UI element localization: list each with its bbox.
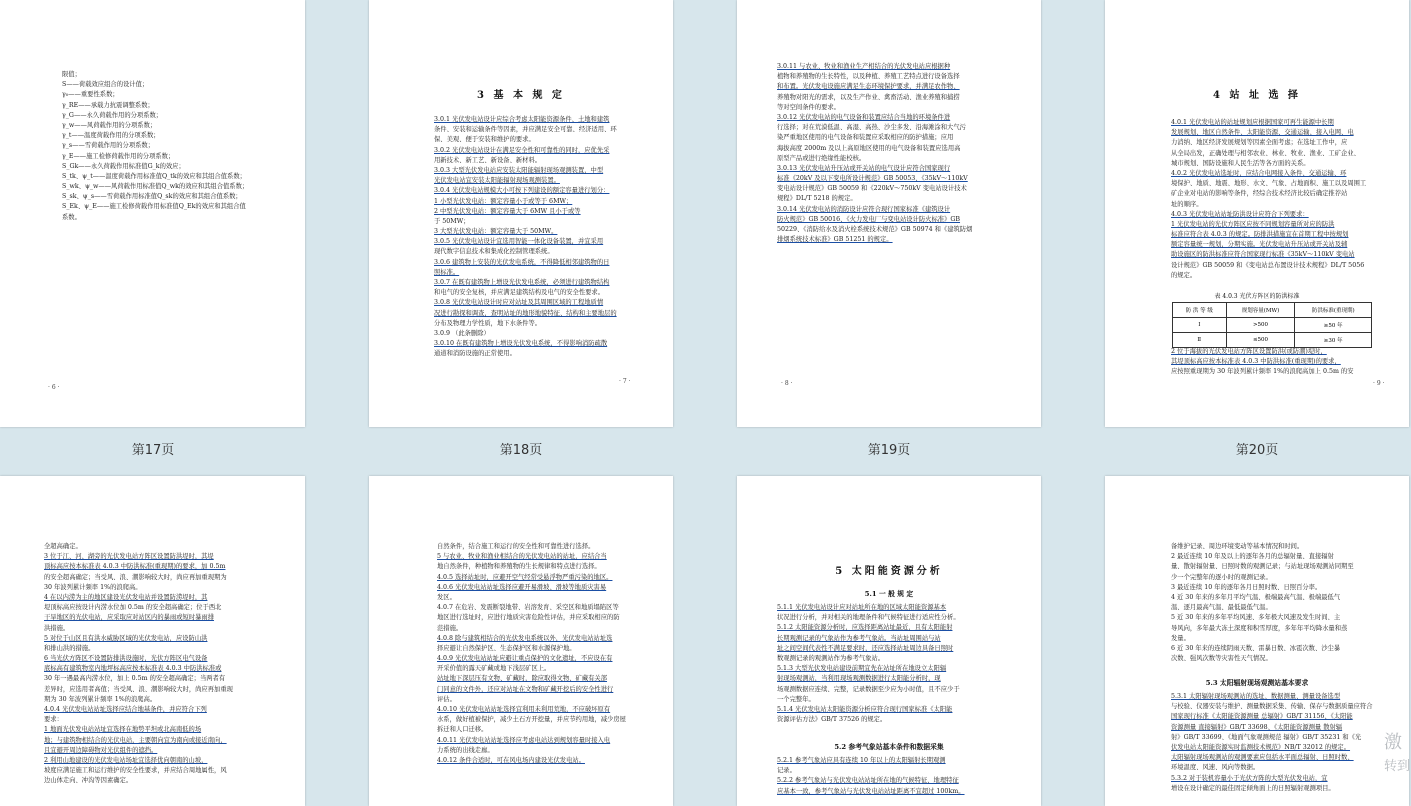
text-line: 自然条件，结合施工和运行的安全性和可靠性进行选择。 — [437, 543, 595, 550]
text-line: γ_s——雪荷载作用的分项系数； — [62, 142, 155, 150]
text-line: 5.1.3 大型光伏发电站建设前期宜先在站址所在地设立太阳辐 — [777, 665, 947, 673]
text-line: 从全局出发，正确处理与相邻农业、林业、牧业、渔业、工矿企业、 — [1171, 149, 1360, 157]
page-thumbnail-19[interactable] — [737, 0, 1041, 427]
text-line: 应按照重现期为 30 年波列累计频率 1%的浪爬高加上 0.5m 的安 — [1171, 368, 1354, 376]
text-line: 水系，做好植被保护，减少土石方开挖量，并应节约用地，减少房屋 — [437, 716, 626, 724]
text-line: 记录。 — [777, 767, 796, 775]
text-line: 数观测记录的观测站作为参考气象站。 — [777, 654, 885, 662]
text-line: 4.0.8 除与建筑相结合的光伏发电系统以外，光伏发电站站址选 — [437, 634, 613, 642]
text-line: γ_G——永久荷载作用的分项系数； — [62, 111, 163, 119]
text-line: 3 位于江、河、湖旁的光伏发电站方阵区设置防洪堤时，其堤 — [44, 553, 214, 561]
text-line: 环境温度、风速、风向等数据。 — [1171, 764, 1260, 772]
text-line: 海拔高度 2000m 及以上高原地区使用的电气设备和装置应选用高 — [777, 144, 961, 152]
text-line: 的安全超高确定；当受风、浪、潮影响较大时，尚应再加重现期为 — [44, 573, 227, 581]
text-line: 发量。 — [1171, 634, 1190, 642]
section-title: 5.2 参考气象站基本条件和数据采集 — [834, 743, 944, 751]
text-line: γ_RE——承载力抗震调整系数； — [62, 101, 154, 109]
text-line: 6 当光伏方阵区不设置防排洪设施时，光伏方阵区电气设备 — [44, 655, 208, 663]
text-line: 和电气的安全复核，并应满足建筑结构及电气的安全性要求。 — [434, 289, 605, 297]
text-line: 全超高确定。 — [44, 543, 82, 550]
text-line: 和布置。光伏发电设施应满足生态环境保护要求，并满足农作物、 — [777, 83, 960, 91]
text-line: 堤顶标高应按设计内涝水位加 0.5m 的安全超高确定；位于西北 — [44, 604, 222, 612]
text-line: 3.0.14 光伏发电站的消防设计应符合现行国家标准《建筑设计 — [777, 205, 951, 213]
text-line: 开采价值的露天矿藏或地下浅层矿区上。 — [437, 665, 551, 673]
text-line: 3.0.6 建筑物上安装的光伏发电系统，不得降低相邻建筑物的日 — [434, 258, 610, 266]
text-line: 3.0.10 在既有建筑物上增设光伏发电系统，不得影响消防疏散 — [434, 340, 608, 348]
page-caption-17[interactable]: 第17页 — [131, 443, 175, 458]
text-line: 30 年一遇最高内涝水位，加上 0.5m 的安全超高确定；当两者有 — [44, 675, 226, 683]
text-line: 5.3.1 太阳辐射现场观测站的选址、数据测量、测量设备选型 — [1171, 693, 1341, 700]
text-line: 限值； — [62, 71, 81, 78]
page-caption-18[interactable]: 第18页 — [499, 443, 543, 458]
text-line: 国家现行标准《太阳能资源测量 总辐射》GB/T 31156、《太阳能 — [1171, 713, 1353, 721]
page-thumbnail-22[interactable] — [369, 476, 673, 806]
text-line: 5.1.1 光伏发电站设计应对站址所在地的区域太阳能资源基本 — [777, 604, 947, 611]
text-line: 且宜避开周边障碍物对光伏组件的遮挡。 — [44, 746, 158, 754]
text-line: 排烟系统技术标准》GB 51251 的规定。 — [777, 236, 893, 244]
page-caption-19[interactable]: 第19页 — [867, 443, 911, 458]
text-line: 变电站设计规范》GB 50059 和《220kV～750kV 变电站设计技术 — [777, 185, 967, 193]
text-line: 5.1.2 太阳能资源分析时，应选择距离站址最近，且有太阳能射 — [777, 624, 953, 632]
text-line: 评估。 — [437, 695, 456, 703]
text-line: 状况进行分析，并对相关的地理条件和气候特征进行适应性分析。 — [777, 614, 960, 622]
text-line: 资源评估方法》GB/T 37526 的规定。 — [777, 716, 887, 724]
text-line: 站址地下深层压有文物、矿藏时，除应取得文物、矿藏有关部 — [437, 675, 608, 683]
text-line: 少一个完整年的逐小时的观测记录。 — [1171, 573, 1272, 581]
chapter-title: 3 基 本 规 定 — [477, 90, 565, 101]
text-line: 择应避让自然保护区、生态保护区和水源保护地。 — [437, 644, 576, 652]
text-line: 境保护、地质、地震、地形、水文、气象、占地面积、施工以及周围工 — [1171, 180, 1367, 188]
text-line: 3.0.9 （此条删除） — [434, 329, 490, 337]
page-20-text-bottom — [1171, 347, 1403, 378]
page-23-text-2 — [777, 756, 1029, 797]
text-line: 地；与建筑物相结合的光伏电站，主要朝向宜为南向或接近南向， — [44, 736, 227, 744]
text-line: 与校验、仪器安装与维护、测量数据采集、传输、保存与数据质量应符合 — [1171, 703, 1373, 711]
text-line: 底标高有建筑物室内地坪标高应按本标准表 4.0.3 中防洪标准或 — [44, 665, 222, 673]
text-line: 发区。 — [437, 593, 456, 601]
text-line: 太阳辐射现场观测站的观测要素应包括水平面总辐射、日照时数、 — [1171, 754, 1354, 762]
text-line: 4.0.5 选择站址时，应避开空气经常受悬浮物严重污染的地区。 — [437, 573, 613, 581]
text-line: 3.0.4 光伏发电站规模大小可按下列建设的额定容量进行划分： — [434, 187, 610, 195]
section-title: 5.1 一 般 规 定 — [864, 590, 914, 598]
text-line: 址之间空间代表性不满足要求时，还应选择站址周边具备日照时 — [777, 644, 954, 652]
text-line: 5.2.2 参考气象站与光伏发电站站址所在地的气候特征、地理特征 — [777, 777, 959, 785]
text-line: 3.0.8 光伏发电站设计时应对站址及其周围区域的工程地质情 — [434, 299, 604, 307]
text-line: 坡度应满足施工和运行维护的安全性要求，并应结合周地属性，风 — [44, 767, 227, 775]
page-17-text — [62, 70, 292, 223]
page-number: · 8 · — [781, 380, 793, 387]
text-line: 5 近 30 年来的多年平均风速、多年极大风速及发生时间、主 — [1171, 614, 1341, 622]
text-line: 6 近 30 年来的连续阴雨天数、雷暴日数、冰雹次数、沙尘暴 — [1171, 644, 1341, 652]
section-title: 5.3 太阳辐射现场观测站基本要求 — [1205, 679, 1309, 687]
text-line: 助设施区的防洪标准应符合国家现行标准《35kV～110kV 变电站 — [1171, 251, 1355, 259]
text-line: 于 50MW； — [434, 217, 470, 225]
text-line: 和排山洪的措施。 — [44, 644, 95, 652]
text-line: 2 最近连续 10 年及以上的逐年各月的总辐射量、直接辐射 — [1171, 553, 1334, 561]
page-number: · 9 · — [1373, 380, 1385, 387]
text-line: 4.0.7 在危岩、发震断裂地带、岩溶发育、采空区和地质塌陷区等 — [437, 604, 619, 612]
text-line: 增设在设计确定的最佳固定倾角面上的日照辐射观测项目。 — [1171, 784, 1335, 792]
text-line: γ_t——温度荷载作用的分项系数； — [62, 132, 160, 140]
text-line: 分布及物理力学性质，地下水条件等。 — [434, 319, 542, 327]
text-line: 3.0.13 光伏发电站升压站或开关站的电气设计应符合国家现行 — [777, 164, 951, 172]
table-row: Ⅰ >500 ≥50 年 — [1173, 318, 1372, 333]
text-line: S_Ek、ψ_E——施工检修荷载作用标准值Q_Ek的效应和其组合值 — [62, 203, 246, 211]
text-line: 要求： — [44, 716, 63, 724]
page-caption-20[interactable]: 第20页 — [1235, 443, 1279, 458]
text-line: 应基本一致，参考气象站与光伏发电站站址距离不宜超过 100km。 — [777, 787, 965, 795]
text-line: 干旱地区的光伏电站，应采取应对站区内的暴雨或短时暴雨排 — [44, 614, 215, 622]
watermark-text: 激 — [1384, 732, 1402, 753]
text-line: 期为 30 年波列累计频率 1%的浪爬高。 — [44, 695, 157, 703]
text-line: 2 利用山地建设的光伏发电站场址宜选择优向朝南的山坡， — [44, 756, 208, 764]
page-19-text — [777, 62, 1027, 245]
text-line: 3 最近连续 10 年的逐年各月日照时数、日照百分率。 — [1171, 583, 1322, 591]
text-line: 温、逐月最高气温、最低最低气温。 — [1171, 604, 1272, 612]
text-line: 矿企业对电站的影响等条件，经综合技术经济比较后确定推荐站 — [1171, 190, 1348, 198]
text-line: 门同意的文件外，还应对站址在文物和矿藏开挖后的安全性进行 — [437, 685, 614, 693]
table-row: Ⅱ ≤500 ≥30 年 — [1173, 333, 1372, 348]
text-line: 5 与农业、牧业和渔业相结合的光伏发电站的站址，应结合当 — [437, 553, 607, 561]
text-line: 3.0.12 光伏发电站的电气设备和装置应结合当地的环境条件进 — [777, 113, 951, 121]
text-line: 一个完整年。 — [777, 695, 815, 703]
chapter-title: 5 太阳能资源分析 — [835, 566, 943, 577]
text-line: 况进行勘探和调查，查明站址的地形地貌特征、结构和主要地层的 — [434, 309, 617, 317]
text-line: 4.0.10 光伏发电站站址选择宜利用未利用荒地，不应破坏原有 — [437, 706, 611, 713]
text-line: 2 位于海拔的光伏发电站方阵区设置防洪(或防潮)堤时， — [1171, 348, 1327, 355]
text-line: 4.0.1 光伏发电站的站址规划应根据国家可再生能源中长期 — [1171, 119, 1334, 126]
text-line: 4.0.2 光伏发电站选址时，应结合电网接入条件、交通运输、环 — [1171, 169, 1347, 177]
text-line: 染严重地区使用的电气设备和装置应采取相应的防护措施；应用 — [777, 134, 954, 142]
text-line: 力系统的出线走廊。 — [437, 746, 494, 754]
text-line: 5.3.2 对于装机容量小于光伏方阵的大型光伏发电站，宜 — [1171, 774, 1328, 782]
page-18-text — [434, 115, 666, 360]
flood-standard-table — [1172, 302, 1372, 348]
text-line: 3.0.1 光伏发电站设计应综合考虑太阳能资源条件、土地和建筑 — [434, 116, 610, 123]
page-thumbnail-18[interactable] — [369, 0, 673, 427]
text-line: 现代数字信息技术和集成化控制管理系统。 — [434, 248, 554, 256]
text-line: 射现场观测站，当利用现场观测数据进行太阳能分析时，现 — [777, 675, 941, 683]
text-line: S_tk、ψ_t——温度荷载作用标准值Q_tk的效应和其组合值系数； — [62, 172, 246, 180]
text-line: 地自然条件，种植物和养殖物的生长规律和特点进行选择。 — [437, 563, 601, 571]
text-line: 伏发电站太阳能资源实时监测技术规范》NB/T 32012 的规定。 — [1171, 743, 1351, 751]
text-line: 1 地面光伏发电站站址宜选择在地势平坦或北高南低的场 — [44, 726, 202, 734]
text-line: 防火规范》GB 50016、《火力发电厂与变电站设计防火标准》GB — [777, 215, 961, 223]
page-number: · 6 · — [48, 384, 60, 391]
page-23-text-1 — [777, 603, 1029, 725]
text-line: 4.0.11 光伏发电站站址选择应考虑电站达到规划容量时接入电 — [437, 736, 611, 744]
text-line: 原型产品或进行绝缘性能校核。 — [777, 154, 866, 162]
text-line: 条件、安装和运输条件等因素，并应满足安全可靠、经济适用、环 — [434, 126, 617, 134]
text-line: S_Gk——永久荷载作用标准值G_k的效应； — [62, 162, 185, 170]
text-line: 规程》DL/T 5218 的规定。 — [777, 195, 857, 203]
text-line: 5 对位于山区且有洪水威胁区域的光伏发电站，应设防山洪 — [44, 634, 208, 642]
text-line: 4.0.9 光伏发电站站址应避让重点保护的文化遗址，不应设在有 — [437, 655, 613, 663]
table-header: 防洪标准(重现期) — [1295, 303, 1372, 318]
text-line: 4 在以内涝为主的地区建设光伏发电站并设置防涝堤时，其 — [44, 593, 208, 601]
text-line: 地区进行选址时，应进行地质灾害危险性评估，并应采取相应的防 — [437, 614, 620, 622]
text-line: 1 光伏发电站的光伏方阵区应按不同规划容量所对应的防洪 — [1171, 220, 1335, 228]
table-title: 表 4.0.3 光伏方阵区的防洪标准 — [1214, 293, 1300, 300]
watermark-text: 转到 — [1384, 759, 1411, 774]
text-line: S_wk、ψ_w——风荷载作用标准值Q_wk的效应和其组合值系数； — [62, 183, 249, 191]
text-line: 3.0.7 在既有建筑物上增设光伏发电系统，必须进行建筑物结构 — [434, 279, 610, 286]
text-line: 差异时，应选用者高值；当受风、浪、潮影响较大时，尚应再加重现 — [44, 685, 233, 693]
text-line: 2 中型光伏发电站：额定容量大于 6MW 且小于或等 — [434, 207, 581, 215]
text-line: 射》GB/T 33699、《地面气象观测规范 辐射》GB/T 35231 和《光 — [1171, 733, 1362, 741]
text-line: 量、散射辐射量、日照时数的观测记录；与站址现场观测站同期至 — [1171, 563, 1354, 571]
text-line: 额定容量统一规划，分期实施。光伏发电站升压站或开关站及辅 — [1171, 241, 1348, 249]
text-line: 照标准。 — [434, 268, 460, 276]
text-line: 4.0.4 光伏发电站站址选择应结合地基条件，并应符合下列 — [44, 706, 207, 713]
text-line: 通道和消防设施的正常使用。 — [434, 350, 516, 358]
text-line: 资源测量 直接辐射》GB/T 33698、《太阳能资源测量 散射辐 — [1171, 723, 1343, 731]
text-line: 发展规划、地区自然条件、太阳能资源、交通运输、接入电网、电 — [1171, 129, 1354, 137]
text-line: 3.0.11 与农业、牧业和渔业生产相结合的光伏发电站应根据种 — [777, 63, 951, 70]
text-line: 30 年波列累计频率 1%的浪爬高。 — [44, 583, 142, 591]
text-line: 4 近 30 年来的多年月平均气温、极端最高气温、极端最低气 — [1171, 593, 1341, 601]
text-line: 3.0.5 光伏发电站设计宜选用智能一体化设备装置，并宜采用 — [434, 238, 604, 246]
text-line: 标准《20kV 及以下变电所设计规范》GB 50053、《35kV～110kV — [777, 175, 968, 183]
table-header: 规划容量(MW) — [1226, 303, 1295, 318]
text-line: 址的顺序。 — [1171, 200, 1203, 208]
text-line: 次数、强风次数等灾害性天气情况。 — [1171, 655, 1272, 663]
text-line: 1 小型光伏发电站：额定容量小于或等于 6MW； — [434, 197, 573, 205]
text-line: 场观测数据应连续、完整，记录数据至少应为小时值，且不应少于 — [777, 685, 960, 693]
text-line: 3.0.2 光伏发电站设计在满足安全性和可靠性的同时，应优先采 — [434, 146, 610, 154]
page-thumbnail-17[interactable] — [0, 0, 305, 427]
text-line: 养殖物对阳光的需求，以及生产作业、禽畜活动、渔业养殖和捕捞 — [777, 93, 960, 101]
text-line: 用新技术、新工艺、新设备、新材料。 — [434, 156, 542, 164]
text-line: γ₀——重要性系数； — [62, 91, 119, 99]
page-number: · 7 · — [619, 378, 631, 385]
text-line: 范措施。 — [437, 624, 463, 632]
text-line: 其堤顶标高应按本标准表 4.0.3 中防洪标准(重现期)的要求， — [1171, 358, 1341, 366]
page-24-text-2 — [1171, 692, 1401, 794]
text-line: 系数。 — [62, 213, 81, 221]
text-line: 设计规范》GB 50059 和《变电站总布置设计技术规程》DL/T 5056 — [1171, 261, 1365, 269]
text-line: S_sk、ψ_s——雪荷载作用标准值Q_sk的效应和其组合值系数； — [62, 193, 242, 201]
chapter-title: 4 站 址 选 择 — [1213, 90, 1301, 101]
page-20-text-top — [1171, 118, 1403, 281]
text-line: S——荷载效应组合的设计值； — [62, 81, 149, 89]
text-line: 50229、《消防给水及消火栓系统技术规范》GB 50974 和《建筑防烟 — [777, 226, 973, 233]
page-thumbnail-21[interactable] — [0, 476, 305, 806]
page-thumbnail-24[interactable] — [1105, 476, 1409, 806]
text-line: 的规定。 — [1171, 271, 1197, 279]
text-line: 标准应符合表 4.0.3 的规定。防排洪措施宜在首期工程中按规划 — [1171, 231, 1349, 239]
text-line: 城市规划、国防设施和人民生活等各方面的关系。 — [1171, 159, 1310, 167]
text-line: 边山体走向、冲沟等因素确定。 — [44, 777, 133, 785]
text-line: 3 大型光伏发电站：额定容量大于 50MW。 — [434, 228, 558, 236]
text-line: 洪措施。 — [44, 624, 70, 632]
text-line: γ_E——施工检修荷载作用的分项系数； — [62, 152, 175, 160]
text-line: 力消纳、地区经济发展规划等因素全面考虑；在选址工作中，应 — [1171, 139, 1348, 147]
text-line: 长期观测记录的气象站作为参考气象站。当站址周围站与站 — [777, 634, 941, 642]
text-line: 等对空间条件的要求。 — [777, 103, 840, 111]
page-22-text — [437, 542, 667, 766]
text-line: 4.0.3 光伏发电站站址防洪设计应符合下列要求： — [1171, 210, 1309, 218]
text-line: 拆迁和人口迁移。 — [437, 726, 488, 734]
page-24-text-1 — [1171, 542, 1401, 664]
text-line: 5.1.4 光伏发电站太阳能资源分析应符合现行国家标准《太阳能 — [777, 705, 953, 713]
page-thumbnail-23[interactable] — [737, 476, 1041, 806]
text-line: 行选择；对在荒漠低温、高湿、高热、沙尘多发、沿海滩涂和大气污 — [777, 124, 966, 132]
text-line: 光伏发电站宜安装太阳能辐射现场观测装置。 — [434, 177, 560, 185]
text-line: 5.2.1 参考气象站应具有连续 10 年以上的太阳辐射长期观测 — [777, 757, 946, 764]
text-line: 植物和养殖物的生长特性，以及种植、养殖工艺特点进行设备选择 — [777, 73, 960, 81]
text-line: 保、美观、便于安装和维护的要求。 — [434, 136, 535, 144]
text-line: 4.0.6 光伏发电站站址选择应避开易滑坡、滑坡等地质灾害易 — [437, 583, 607, 591]
text-line: 导风向，多年最大冻土深度和积雪厚度，多年年平均降水量和蒸 — [1171, 624, 1348, 632]
text-line: γ_w——风荷载作用的分项系数； — [62, 121, 157, 129]
text-line: 3.0.3 大型光伏发电站应安装太阳能辐射现场观测装置，中型 — [434, 166, 604, 174]
text-line: 4.0.12 条件合适时，可在风电场内建设光伏发电站。 — [437, 756, 585, 764]
page-thumbnail-20[interactable] — [1105, 0, 1409, 427]
page-21-text — [44, 542, 294, 787]
text-line: 备维护记录、周边环境变动等基本情况和时间。 — [1171, 543, 1304, 550]
table-header: 防 洪 等 级 — [1173, 303, 1227, 318]
text-line: 顶标高应按本标准表 4.0.3 中防洪标准(重现期)的要求，加 0.5m — [44, 563, 226, 571]
